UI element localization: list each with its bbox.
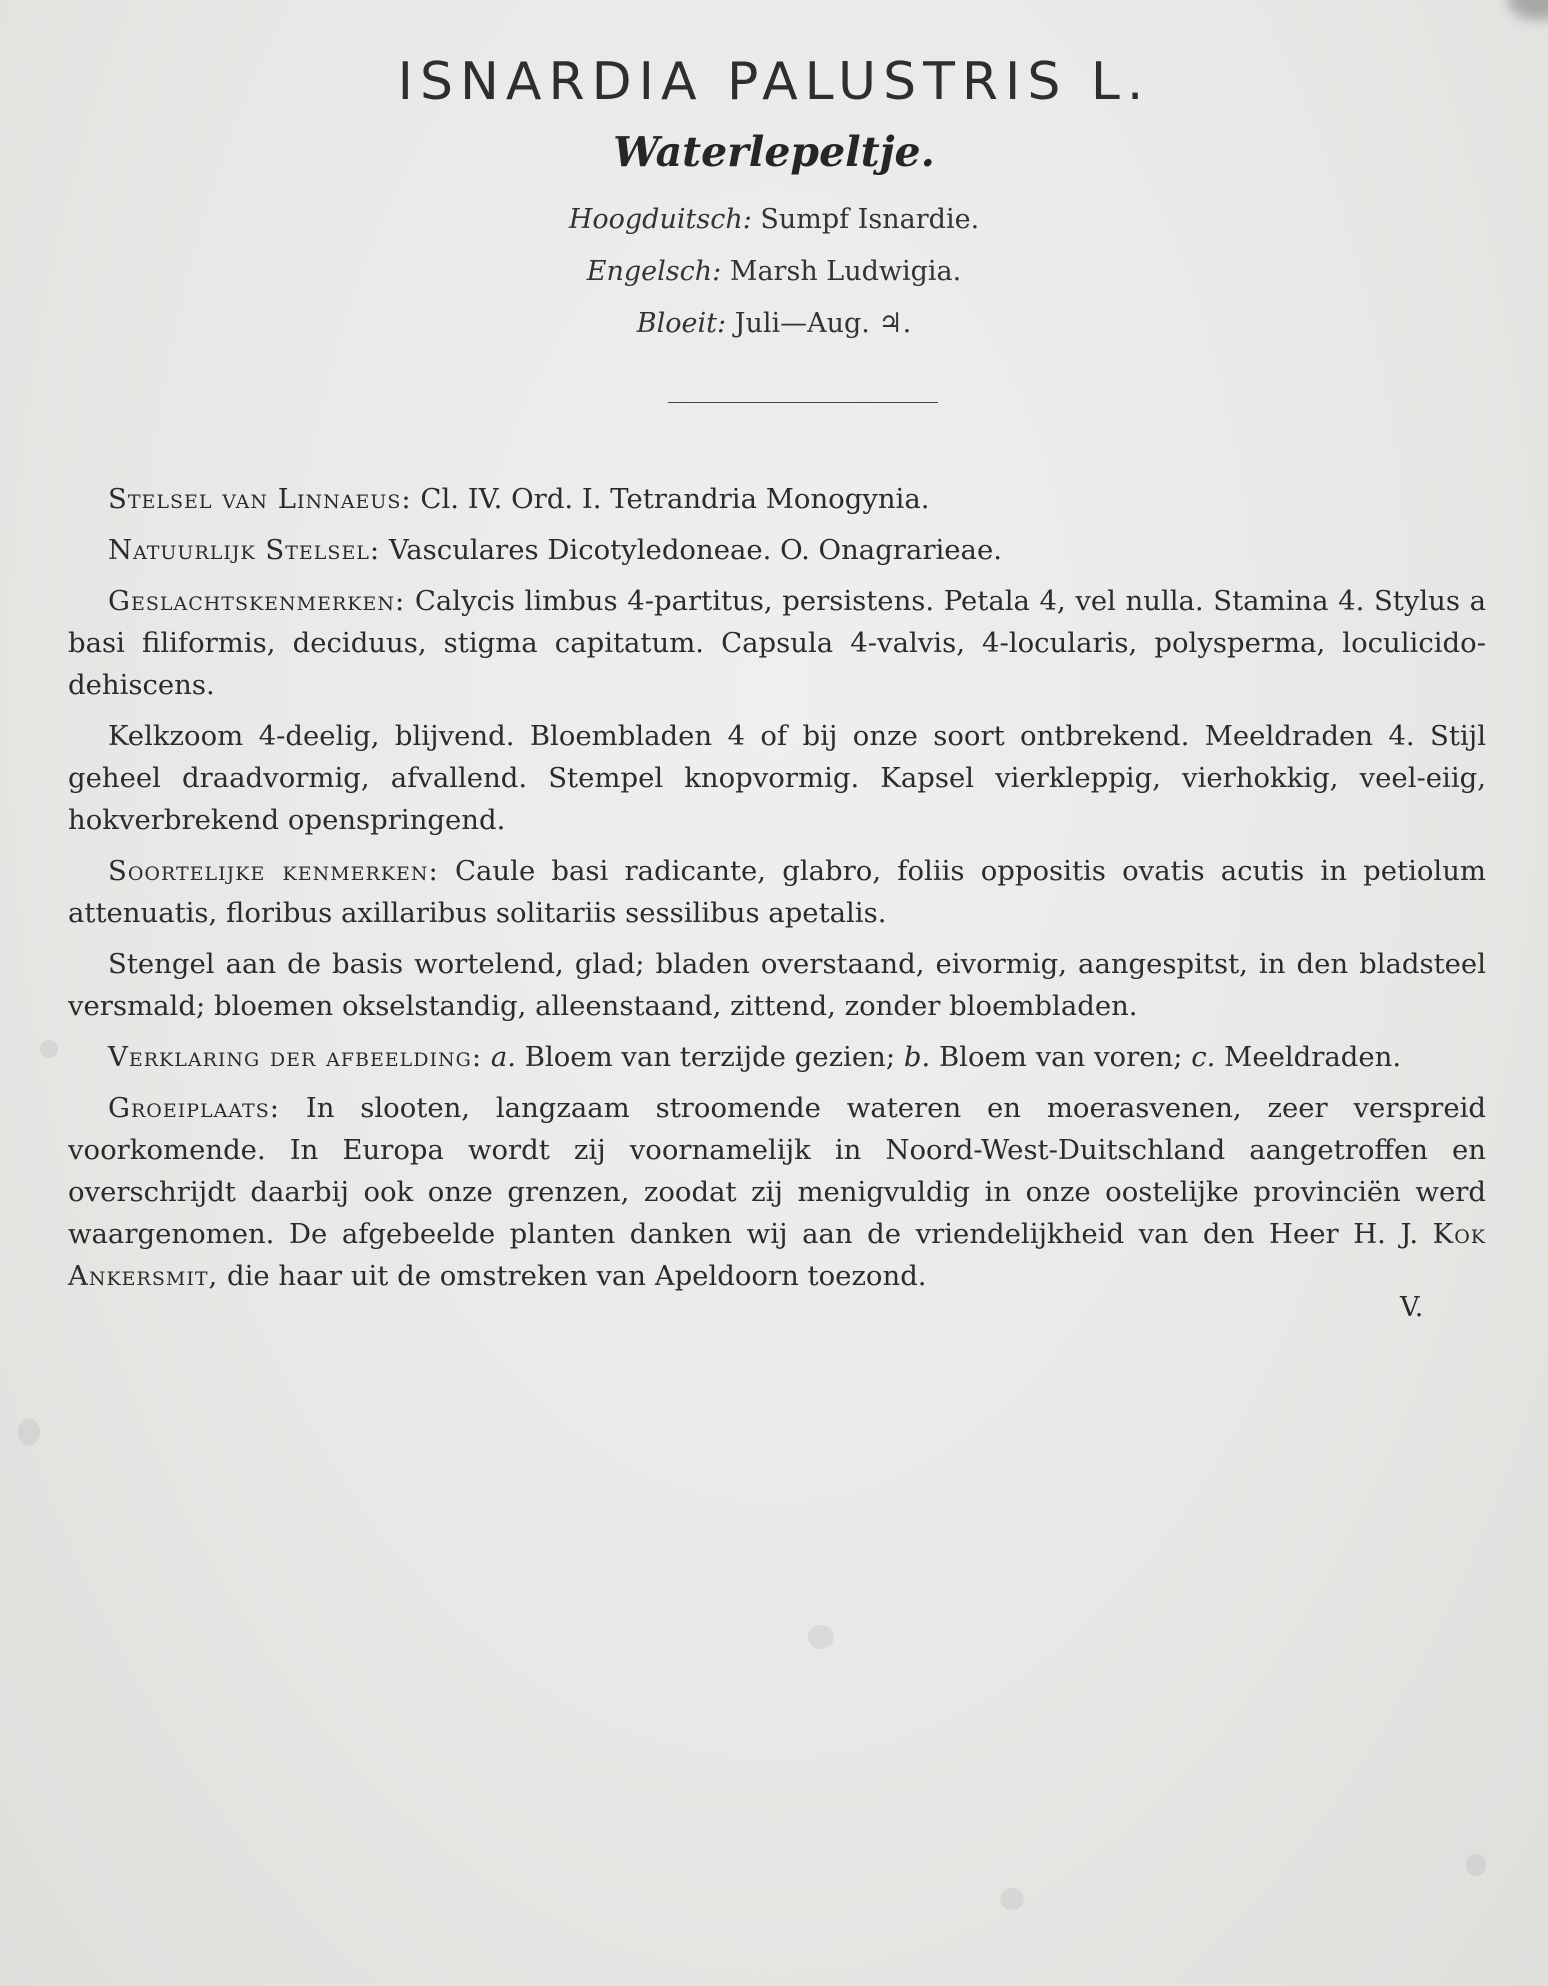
figure-c-letter: c. bbox=[1191, 1041, 1216, 1073]
figure-a-text: Bloem van terzijde gezien; bbox=[524, 1041, 896, 1073]
genus-dutch-paragraph bbox=[68, 715, 1486, 841]
author-initial: V. bbox=[1400, 1292, 1424, 1323]
german-value: Sumpf Isnardie. bbox=[760, 204, 980, 235]
english-value: Marsh Ludwigia. bbox=[729, 256, 962, 287]
habitat-paragraph bbox=[68, 1087, 1486, 1297]
bloom-line bbox=[0, 308, 1548, 339]
paper-spot bbox=[1466, 1854, 1486, 1876]
paper-spot bbox=[808, 1625, 834, 1649]
paper-spot bbox=[40, 1040, 58, 1058]
figure-paragraph bbox=[68, 1036, 1486, 1078]
linnaeus-label: Stelsel van Linnaeus: bbox=[108, 483, 412, 515]
natural-system-label: Natuurlijk Stelsel: bbox=[108, 534, 381, 566]
species-dutch-text: Stengel aan de basis wortelend, glad; bladen overstaand, eivormig, aangespitst, in den bladsteel versmald; bloemen okselstandig, alleenstaand, zittend, zonder bloembladen. bbox=[68, 948, 1486, 1022]
divider-rule bbox=[668, 402, 938, 403]
bloom-label: Bloeit: bbox=[636, 308, 727, 339]
species-label: Soortelijke kenmerken: bbox=[108, 855, 439, 887]
genus-text: Calycis limbus 4-partitus, persistens. Petala 4, vel nulla. Stamina 4. Stylus a basi filiformis, deciduus, stigma capitatum. Capsula 4-valvis, 4-locularis, polysperma, loculicido-dehiscens. bbox=[68, 585, 1486, 701]
natural-system-paragraph bbox=[68, 529, 1486, 571]
habitat-text: In slooten, langzaam stroomende wateren en moerasvenen, zeer verspreid voorkomende. In Europa wordt zij voornamelijk in Noord-West-Duitschland aangetroffen en overschrijdt daarbij ook onze grenzen, zoodat zij menigvuldig in onze oostelijke provinciën werd waargenomen. De afgebeelde planten danken wij aan de vriendelijkheid van den Heer H. J. bbox=[68, 1092, 1486, 1250]
figure-label: Verklaring der afbeelding: bbox=[108, 1041, 483, 1073]
collector-name: Kok Ankersmit, bbox=[68, 1218, 1486, 1292]
corner-shadow bbox=[1508, 0, 1548, 20]
figure-a-letter: a. bbox=[490, 1041, 516, 1073]
figure-c-text: Meeldraden. bbox=[1224, 1041, 1402, 1073]
dutch-name: Waterlepeltje. bbox=[613, 128, 935, 176]
english-name-line bbox=[0, 256, 1548, 287]
habitat-label: Groeiplaats: bbox=[108, 1092, 280, 1124]
linnaeus-paragraph bbox=[68, 478, 1486, 520]
english-label: Engelsch: bbox=[586, 256, 722, 287]
genus-label: Geslachtskenmerken: bbox=[108, 585, 406, 617]
genus-paragraph bbox=[68, 580, 1486, 706]
paper-spot bbox=[1000, 1888, 1024, 1910]
species-dutch-paragraph bbox=[68, 943, 1486, 1027]
genus-dutch-text: Kelkzoom 4-deelig, blijvend. Bloembladen 4 of bij onze soort ontbrekend. Meeldraden 4. Stijl geheel draadvormig, afvallend. Stempel knopvormig. Kapsel vierkleppig, vierhokkig, veel-eiig, hokverbrekend openspringend. bbox=[68, 720, 1486, 836]
habitat-text-end: die haar uit de omstreken van Apeldoorn toezond. bbox=[227, 1260, 927, 1292]
german-name-line bbox=[0, 204, 1548, 235]
german-label: Hoogduitsch: bbox=[568, 204, 752, 235]
species-text: Caule basi radicante, glabro, foliis oppositis ovatis acutis in petiolum attenuatis, floribus axillaribus solitariis sessilibus apetalis. bbox=[68, 855, 1486, 929]
species-paragraph bbox=[68, 850, 1486, 934]
figure-b-text: Bloem van voren; bbox=[938, 1041, 1183, 1073]
figure-b-letter: b. bbox=[903, 1041, 931, 1073]
natural-system-text: Vasculares Dicotyledoneae. O. Onagrarieae. bbox=[388, 534, 1002, 566]
linnaeus-text: Cl. IV. Ord. I. Tetrandria Monogynia. bbox=[420, 483, 930, 515]
description bbox=[68, 478, 1486, 1306]
paper-spot bbox=[18, 1418, 40, 1446]
plant-title: ISNARDIA PALUSTRIS L. bbox=[397, 52, 1151, 112]
bloom-value: Juli—Aug. ♃. bbox=[734, 308, 912, 339]
